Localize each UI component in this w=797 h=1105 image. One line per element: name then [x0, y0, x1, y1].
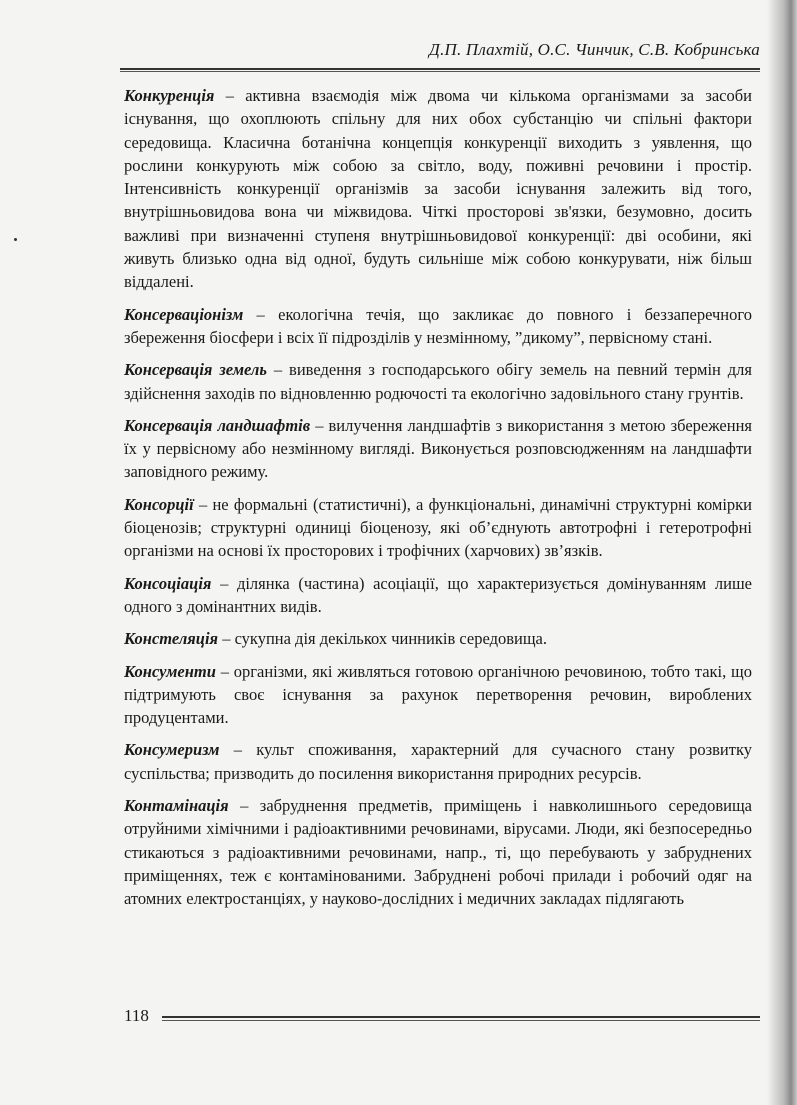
- glossary-entry-konkurentsiia: [124, 84, 752, 294]
- entry-definition: – виведення з господарського обігу земель на певний термін для здійснення заходів по відновленню родючості та екологічно задовільного стану грунтів.: [124, 360, 753, 403]
- entry-term: Консоціація: [124, 573, 212, 593]
- entry-definition: – сукупна дія декількох чинників середовища.: [218, 629, 547, 649]
- glossary-entry-konservatsiia-landshaftiv: [124, 414, 752, 484]
- entry-term: Контамінація: [124, 796, 229, 816]
- glossary-entry-konsortsii: [124, 493, 752, 563]
- glossary-entry-konsumenty: [124, 660, 752, 730]
- glossary-entry-konservatsiia-zemel: [124, 358, 752, 405]
- glossary-body: [124, 84, 752, 920]
- scan-speck: [14, 238, 17, 241]
- glossary-entry-konsiumeryzm: [124, 738, 752, 785]
- running-head-authors: Д.П. Плахтій, О.С. Чинчик, С.В. Кобринська: [429, 40, 760, 59]
- entry-term: Конкуренція: [124, 86, 215, 105]
- glossary-entry-kontaminatsiia: [124, 794, 752, 910]
- page-number: 118: [124, 1006, 149, 1025]
- entry-definition: – забруднення предметів, приміщень і навколишнього середовища отруйними хімічними і радіоактивними речовинами, вірусами. Люди, які безпосередньо стикаються з радіоактивними речовинами, напр., ті, що перебувають у забруднених приміщеннях, теж є контамінованими. Забруднені робочі прилади і робочий одяг на атомних електростанціях, у науково-дослідних і медичних закладах підлягають: [124, 796, 752, 909]
- entry-definition: – активна взаємодія між двома чи кількома організмами за засоби існування, що охоплюють спільну для них обох субстанцію чи спільні фактори середовища. Класична ботанічна концепція конкуренції виходить з уявлення, що рослини конкурують між собою за світло, воду, поживні речовини і простір. Інтенсивність конкуренції організмів за засоби існування залежить від того, внутрішньовидова вона чи міжвидова. Чіткі просторові зв'язки, безумовно, досить важливі при визначенні ступеня внутрішньовидової конкуренції: дві особини, які живуть близько одна від одної, будуть сильніше між собою конкурувати, ніж більш віддалені.: [124, 86, 752, 292]
- entry-definition: – культ споживання, характерний для сучасного стану розвитку суспільства; призводить до посилення використання природних ресурсів.: [124, 740, 752, 783]
- entry-definition: – організми, які живляться готовою органічною речовиною, тобто такі, що підтримують своє існування за рахунок перетворення речовин, вироблених продуцентами.: [124, 661, 752, 728]
- entry-definition: – не формальні (статистичні), а функціональні, динамічні структурні комірки біоценозів; структурні одиниці біоценозу, які об’єднують автотрофні і гетеротрофні організми на основі їх просторових і трофічних (харчових) зв’язків.: [124, 494, 752, 561]
- entry-term: Консорції: [124, 494, 194, 514]
- entry-term: Консервація ландшафтів: [124, 415, 311, 435]
- entry-definition: – вилучення ландшафтів з використання з метою збереження їх у первісному або незмінному вигляді. Виконується розповсюдженням на ландшафти заповідного режиму.: [124, 415, 752, 482]
- header-rule: [120, 68, 760, 72]
- entry-term: Констеляція: [124, 629, 219, 649]
- entry-term: Консументи: [124, 661, 216, 681]
- entry-definition: – екологічна течія, що закликає до повного і беззаперечного збереження біосфери і всіх її підрозділів у незмінному, ”дикому”, первісному стані.: [124, 304, 752, 347]
- entry-term: Консервація земель: [124, 360, 267, 380]
- glossary-entry-konsteliatsiia: [124, 627, 752, 650]
- page-footer: [124, 1006, 760, 1030]
- footer-rule: [162, 1016, 760, 1021]
- page-edge-shadow: [767, 0, 797, 1105]
- entry-term: Консерваціонізм: [124, 304, 244, 324]
- entry-term: Консумеризм: [124, 740, 220, 760]
- glossary-entry-konservatsionizm: [124, 303, 752, 350]
- glossary-entry-konsotsiatsiia: [124, 572, 752, 619]
- entry-definition: – ділянка (частина) асоціації, що характеризується домінуванням лише одного з домінантних видів.: [124, 573, 752, 616]
